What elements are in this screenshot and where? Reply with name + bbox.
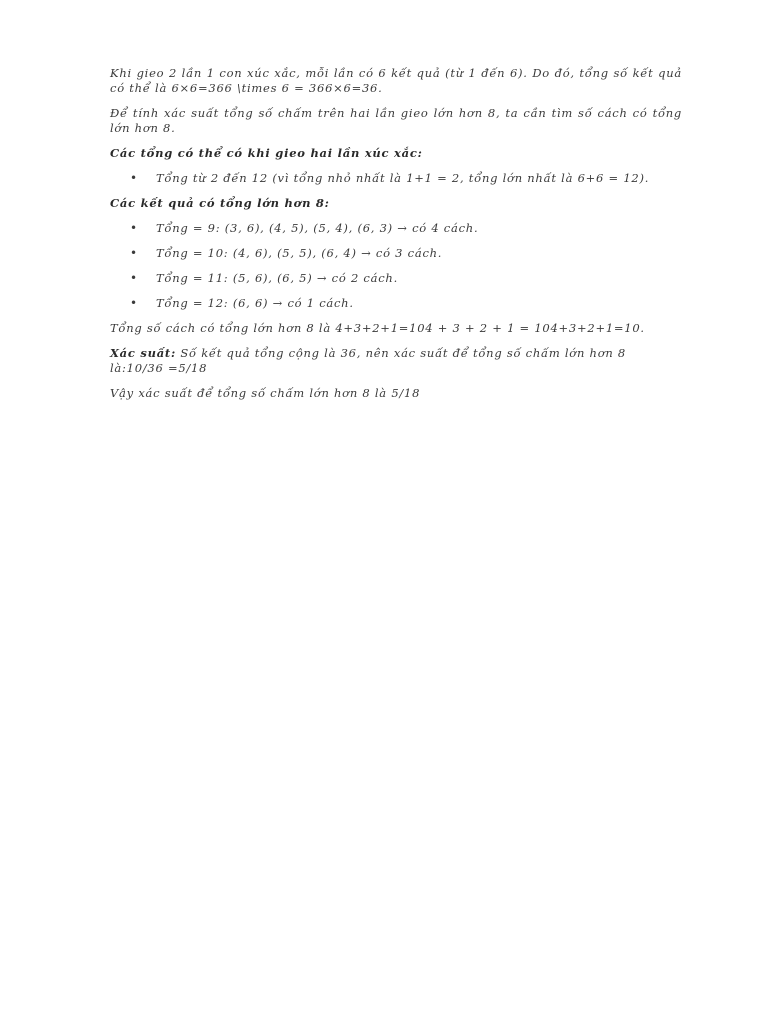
list-item-text: Tổng = 11: (5, 6), (6, 5) → có 2 cách.	[156, 271, 398, 285]
list-item	[110, 296, 682, 311]
conclusion-paragraph: Vậy xác suất để tổng số chấm lớn hơn 8 là 5/18	[110, 386, 421, 400]
list-item	[110, 246, 682, 261]
list-item-text: Tổng = 10: (4, 6), (5, 5), (6, 4) → có 3 cách.	[156, 246, 443, 260]
section2-heading: Các kết quả có tổng lớn hơn 8:	[110, 196, 330, 210]
probability-label: Xác suất:	[110, 346, 176, 360]
list-item	[110, 221, 682, 236]
bullet-icon: •	[130, 171, 138, 185]
section1-list	[110, 171, 682, 186]
probability-paragraph	[110, 346, 682, 376]
section2-list	[110, 221, 682, 311]
list-item-text: Tổng từ 2 đến 12 (vì tổng nhỏ nhất là 1+1 = 2, tổng lớn nhất là 6+6 = 12).	[156, 171, 650, 185]
document-body	[110, 66, 682, 411]
list-item-text: Tổng = 9: (3, 6), (4, 5), (5, 4), (6, 3) → có 4 cách.	[156, 221, 479, 235]
probability-text: Số kết quả tổng cộng là 36, nên xác suất để tổng số chấm lớn hơn 8 là:10/36 =5/18	[110, 346, 626, 375]
total-ways-paragraph: Tổng số cách có tổng lớn hơn 8 là 4+3+2+1=104 + 3 + 2 + 1 = 104+3+2+1=10.	[110, 321, 645, 335]
section1-heading: Các tổng có thể có khi gieo hai lần xúc xắc:	[110, 146, 423, 160]
bullet-icon: •	[130, 221, 138, 235]
bullet-icon: •	[130, 271, 138, 285]
bullet-icon: •	[130, 246, 138, 260]
list-item	[110, 271, 682, 286]
list-item-text: Tổng = 12: (6, 6) → có 1 cách.	[156, 296, 354, 310]
bullet-icon: •	[130, 296, 138, 310]
intro-paragraph: Khi gieo 2 lần 1 con xúc xắc, mỗi lần có 6 kết quả (từ 1 đến 6). Do đó, tổng số kết quả có thể là 6×6=366 \times 6 = 366×6=36.	[110, 66, 682, 95]
task-paragraph: Để tính xác suất tổng số chấm trên hai lần gieo lớn hơn 8, ta cần tìm số cách có tổng lớn hơn 8.	[110, 106, 682, 135]
list-item	[110, 171, 682, 186]
